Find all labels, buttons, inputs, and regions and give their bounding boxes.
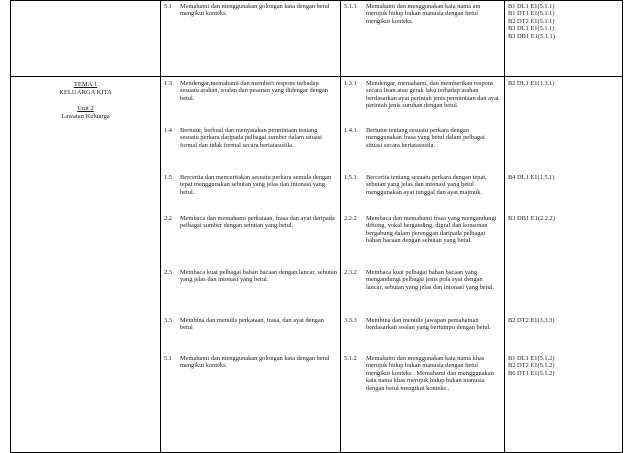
learning-standard-number: 3.3.3 bbox=[344, 317, 357, 324]
learning-standard-item bbox=[341, 215, 504, 245]
standard-text: Bertutur, berbual dan menyatakan permintaan tentang sesuatu perkara daripada pelbagai sumber dalam situasi formal dan tidak formal secara bertatasusila. bbox=[180, 127, 322, 149]
theme-cell-empty bbox=[11, 1, 161, 77]
content-standard-item bbox=[161, 215, 340, 230]
learning-standard-text: Mendengar, memahami, dan memberikan respons secara lisan atau gerak laku terhadap arahan berdasarkan ayat perintah jenis permintaan dan ayat perintah jenis suruhan dengan betul. bbox=[366, 80, 499, 110]
theme-subtitle: KELUARGA KITA bbox=[59, 88, 112, 96]
assessment-code: B1 DL1 E1(5.1.1) bbox=[508, 3, 555, 10]
lesson-plan-table bbox=[10, 0, 623, 453]
learning-standard-item bbox=[341, 269, 504, 291]
learning-standard-number: 1.4.1 bbox=[344, 127, 357, 134]
assessment-code-group bbox=[505, 174, 555, 181]
assessment-code: B2 DT2 E1(5.1.1) bbox=[508, 17, 555, 25]
learning-standard-cell bbox=[341, 1, 505, 77]
assessment-code: B1 DT1 E1(5.1.1) bbox=[508, 10, 555, 18]
assessment-code: B2 DT2 E1(3.3.3) bbox=[508, 317, 555, 324]
learning-standard-text: Membina dan menulis jawapan pemahaman berdasarkan soalan yang bertumpu dengan betul. bbox=[366, 317, 491, 332]
assessment-code-group bbox=[505, 355, 555, 377]
learning-standard-item bbox=[341, 317, 504, 332]
unit-name: Lawatan Keluarga bbox=[61, 112, 110, 120]
learning-standard-item bbox=[341, 127, 504, 149]
learning-standard-column bbox=[341, 77, 505, 453]
assessment-code-group bbox=[505, 317, 555, 324]
unit-title: Unit 2 bbox=[77, 105, 94, 113]
content-standard-item bbox=[161, 127, 340, 149]
theme-cell bbox=[11, 77, 161, 453]
learning-standard-text: Bertutur tentang sesuatu perkara dengan menggunakan frasa yang betul dalam pelbagai situasi secara bertatasusila. bbox=[366, 127, 485, 149]
standard-text: Membina dan menulis perkataan, frasa, dan ayat dengan betul bbox=[180, 317, 324, 332]
learning-standard-number: 5.1.1 bbox=[344, 3, 357, 10]
table-row bbox=[11, 1, 623, 77]
standard-number: 5.1 bbox=[164, 355, 172, 362]
standard-text: Mendengar,memahami dan memberi respons terhadap sesuatu arahan, soalan dan pesanan yang didengar dengan betul. bbox=[180, 80, 328, 102]
learning-standard-number: 5.1.2 bbox=[344, 355, 357, 362]
standard-number: 5.1 bbox=[164, 3, 172, 10]
learning-standard-text: Memahami dan menggunakan kata nama am merujuk hidup bukan manusia dengan betul mengikut konteks. bbox=[366, 3, 481, 25]
standard-text: Memahami dan menggunakan golongan kata dengan betul mengikut konteks. bbox=[180, 3, 330, 18]
assessment-code-group bbox=[505, 215, 555, 222]
content-standard-item bbox=[161, 174, 340, 196]
standard-text: Memahami dan menggunakan golongan kata dengan betul mengikut konteks. bbox=[180, 355, 330, 370]
assessment-code-group bbox=[505, 80, 555, 87]
standard-text: Bercerita dan menceritakan sesuatu perkara semula dengan tepat menggunakan sebutan yang jelas dan intonasi yang betul. bbox=[180, 174, 332, 196]
standard-number: 3.3 bbox=[164, 317, 172, 324]
content-standard-item bbox=[161, 80, 340, 102]
assessment-code: B3 DB1 E1(2.2.2) bbox=[508, 215, 555, 222]
learning-standard-text: Membaca dan memahami frasa yang mengandungi diftong, vokal berganding, digraf dan konsonan bergabung dalam perenggan daripada pelbagai bahan bacaan dengan sebutan yang betul. bbox=[366, 215, 497, 245]
learning-standard-text: Memahami dan menggunakan kata nama khas merujuk hidup bukan manusia dengan betul mengikut konteks . Memahami dan menggunakan kata nama khas merujuk hidup bukan manusia dengan betul mengikut konteks . bbox=[366, 355, 494, 392]
content-standard-column bbox=[161, 77, 341, 453]
learning-standard-number: 1.3.1 bbox=[344, 80, 357, 87]
assessment-code: B3 DL1 E1(5.1.1) bbox=[508, 25, 555, 33]
learning-standard-item bbox=[341, 174, 504, 196]
content-standard-item bbox=[161, 355, 340, 370]
standard-number: 1.5 bbox=[164, 174, 172, 181]
assessment-codes-cell bbox=[505, 1, 623, 77]
theme-title: TEMA 1 bbox=[73, 81, 98, 88]
assessment-code: B3 DB1 E1(5.1.1) bbox=[508, 32, 555, 40]
standard-number: 2.2 bbox=[164, 215, 172, 222]
learning-standard-number: 2.2.2 bbox=[344, 215, 357, 222]
assessment-code: B2 DT2 E1(5.1.2) bbox=[508, 362, 555, 370]
learning-standard-text: Membaca kuat pelbagai bahan bacaan yang mengandungi pelbagai jenis pola ayat dengan lancar, sebutan yang jelas dan intonasi yang betul. bbox=[366, 269, 495, 291]
standard-text: Membaca dan memahami perkataan, frasa dan ayat daripada pelbagai sumber dengan sebutan yang betul. bbox=[180, 215, 335, 230]
assessment-code: B6 DT1 E1(5.1.2) bbox=[508, 369, 555, 377]
assessment-codes-column bbox=[505, 77, 623, 453]
assessment-code: B2 DL1 E1(1.3.1) bbox=[508, 80, 555, 87]
assessment-code: B1 DL1 E1(5.1.2) bbox=[508, 355, 555, 362]
learning-standard-item bbox=[341, 80, 504, 110]
standard-number: 2.3 bbox=[164, 269, 172, 276]
standard-number: 1.3 bbox=[164, 80, 172, 87]
learning-standard-text: Bercerita tentang sesuatu perkara dengan tepat, sebutan yang jelas dan intonasi yang betul menggunakan ayat tunggal dan ayat majmuk. bbox=[366, 174, 487, 196]
table-row bbox=[11, 77, 623, 453]
content-standard-item bbox=[161, 269, 340, 284]
standard-text: Membaca kuat pelbagai bahan bacaan dengan lancar, sebutan yang jelas dan intonasi yang betul. bbox=[180, 269, 337, 284]
assessment-code: B4 DL1 E1(1.5.1) bbox=[508, 174, 555, 181]
learning-standard-number: 1.5.1 bbox=[344, 174, 357, 181]
learning-standard-item bbox=[341, 355, 504, 392]
standard-number: 1.4 bbox=[164, 127, 172, 134]
content-standard-cell bbox=[161, 1, 341, 77]
learning-standard-number: 2.3.2 bbox=[344, 269, 357, 276]
content-standard-item bbox=[161, 317, 340, 332]
